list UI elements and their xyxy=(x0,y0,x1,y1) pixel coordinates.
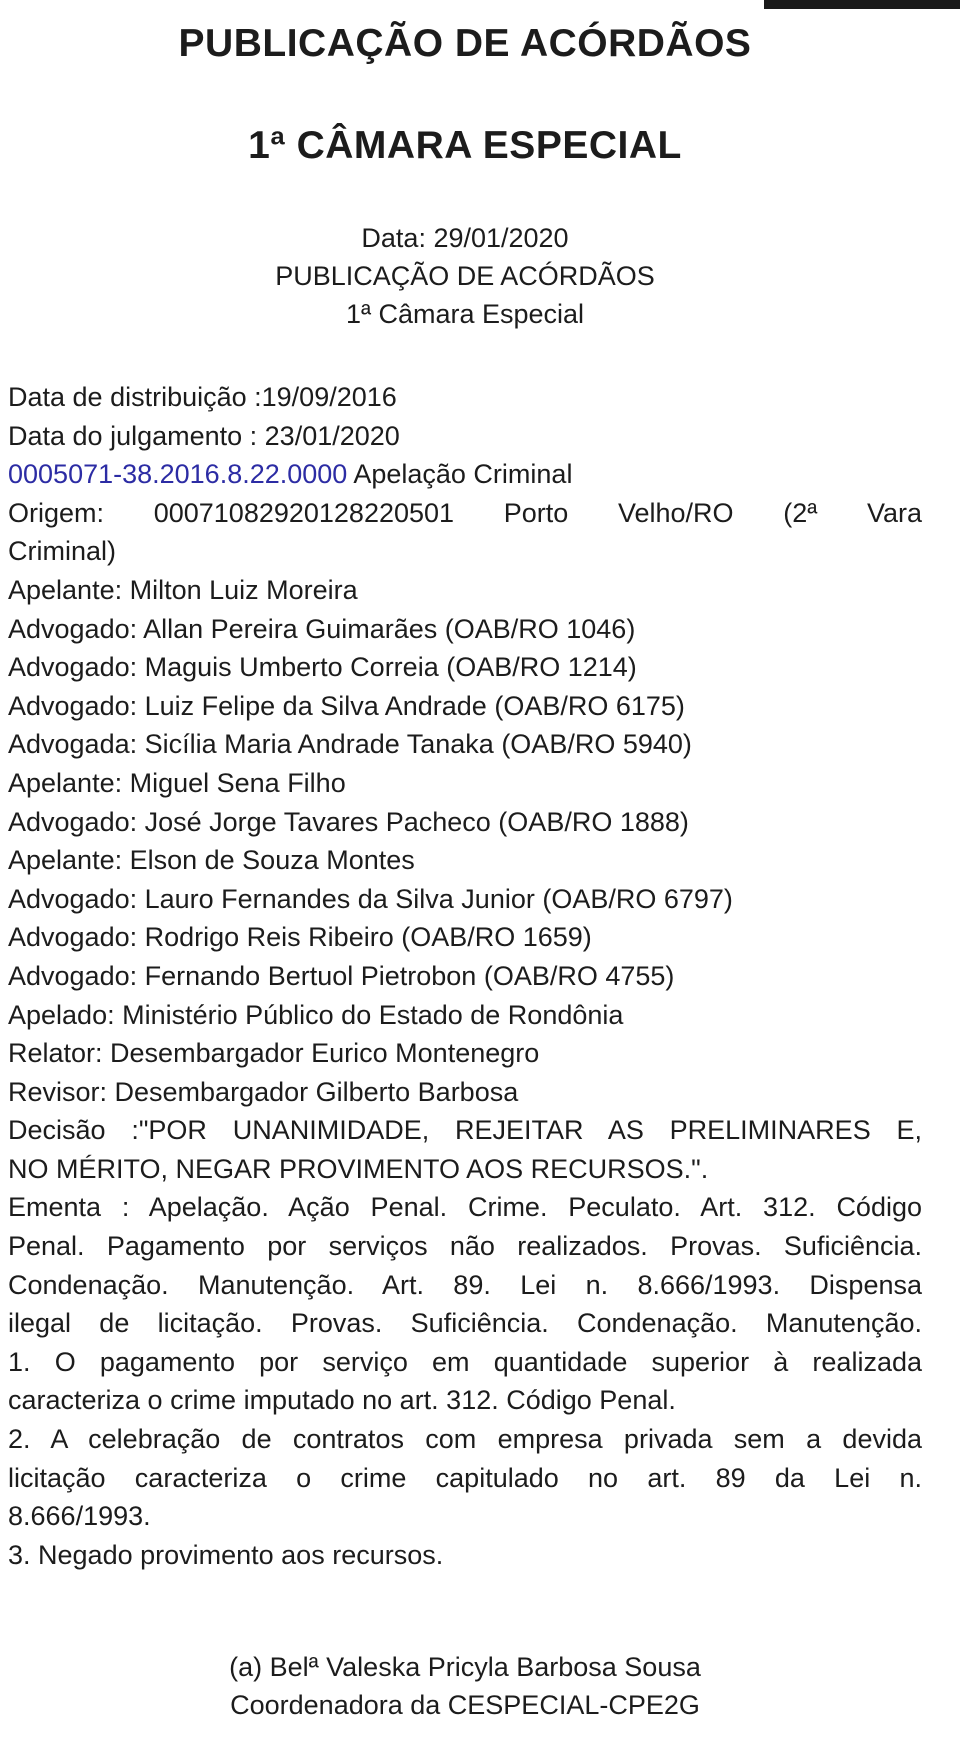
signatory-role: Coordenadora da CESPECIAL-CPE2G xyxy=(230,1690,700,1720)
process-line xyxy=(8,455,922,494)
ementa-line: Condenação. Manutenção. Art. 89. Lei n. 8.666/1993. Dispensa xyxy=(8,1269,922,1300)
case-details xyxy=(8,378,922,1574)
ementa-line: Penal. Pagamento por serviços não realizados. Provas. Suficiência. xyxy=(8,1231,922,1262)
ementa-item-2: 8.666/1993. xyxy=(8,1501,151,1532)
section-title: 1ª CÂMARA ESPECIAL xyxy=(248,124,682,167)
party-lawyer: Advogado: José Jorge Tavares Pacheco (OAB/RO 1888) xyxy=(8,806,689,837)
process-number-link[interactable]: 0005071-38.2016.8.22.0000 xyxy=(8,459,348,490)
party-lawyer: Advogada: Sicília Maria Andrade Tanaka (OAB/RO 5940) xyxy=(8,729,692,760)
party-lawyer: Advogado: Rodrigo Reis Ribeiro (OAB/RO 1659) xyxy=(8,922,592,953)
party-appellant: Apelante: Miguel Sena Filho xyxy=(8,767,346,798)
process-type: Apelação Criminal xyxy=(347,459,573,490)
party-appellant: Apelante: Elson de Souza Montes xyxy=(8,845,415,876)
decision-line: Decisão :"POR UNANIMIDADE, REJEITAR AS PRELIMINARES E, xyxy=(8,1115,922,1146)
judgment-date: Data do julgamento : 23/01/2020 xyxy=(8,420,400,451)
party-lawyer: Advogado: Fernando Bertuol Pietrobon (OAB/RO 4755) xyxy=(8,960,675,991)
ementa-item-1: 1. O pagamento por serviço em quantidade superior à realizada xyxy=(8,1346,922,1377)
ementa-item-2: 2. A celebração de contratos com empresa privada sem a devida xyxy=(8,1424,922,1455)
origin-line-continued: Criminal) xyxy=(8,536,116,567)
ementa-line: ilegal de licitação. Provas. Suficiência. Condenação. Manutenção. xyxy=(8,1308,922,1339)
party-appellee: Apelado: Ministério Público do Estado de Rondônia xyxy=(8,999,624,1030)
decision-line: NO MÉRITO, NEGAR PROVIMENTO AOS RECURSOS.". xyxy=(8,1153,709,1184)
page-title: PUBLICAÇÃO DE ACÓRDÃOS xyxy=(178,22,752,65)
ementa-line: Ementa : Apelação. Ação Penal. Crime. Peculato. Art. 312. Código xyxy=(8,1192,922,1223)
signature-block xyxy=(0,1648,930,1724)
publication-heading: PUBLICAÇÃO DE ACÓRDÃOS xyxy=(275,261,655,291)
publication-header xyxy=(0,219,930,333)
ementa-item-1: caracteriza o crime imputado no art. 312. Código Penal. xyxy=(8,1385,676,1416)
chamber-name: 1ª Câmara Especial xyxy=(345,299,585,329)
party-appellant: Apelante: Milton Luiz Moreira xyxy=(8,574,358,605)
distribution-date: Data de distribuição :19/09/2016 xyxy=(8,382,397,412)
party-lawyer: Advogado: Maguis Umberto Correia (OAB/RO 1214) xyxy=(8,652,637,683)
ementa-item-3: 3. Negado provimento aos recursos. xyxy=(8,1539,444,1570)
reviewer: Revisor: Desembargador Gilberto Barbosa xyxy=(8,1076,519,1107)
party-lawyer: Advogado: Lauro Fernandes da Silva Junior (OAB/RO 6797) xyxy=(8,883,733,914)
signatory-name: (a) Belª Valeska Pricyla Barbosa Sousa xyxy=(229,1652,701,1682)
party-lawyer: Advogado: Allan Pereira Guimarães (OAB/RO 1046) xyxy=(8,613,636,644)
origin-line: Origem: 00071082920128220501 Porto Velho/RO (2ª Vara xyxy=(8,497,922,528)
party-lawyer: Advogado: Luiz Felipe da Silva Andrade (OAB/RO 6175) xyxy=(8,690,685,721)
ementa-item-2: licitação caracteriza o crime capitulado no art. 89 da Lei n. xyxy=(8,1462,922,1493)
top-right-bar xyxy=(764,0,960,9)
publication-date: Data: 29/01/2020 xyxy=(361,223,569,253)
rapporteur: Relator: Desembargador Eurico Montenegro xyxy=(8,1038,540,1069)
